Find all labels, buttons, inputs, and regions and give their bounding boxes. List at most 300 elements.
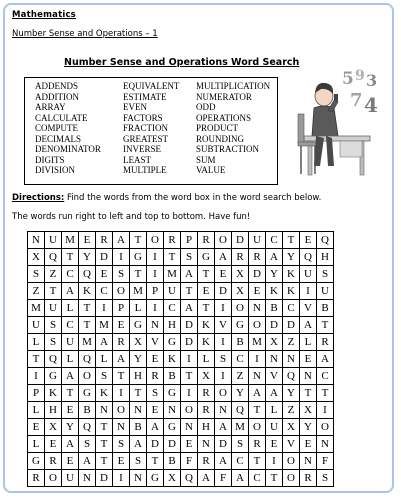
grid-cell[interactable]: T	[164, 249, 181, 266]
grid-cell[interactable]: T	[62, 385, 79, 402]
grid-row	[28, 436, 334, 453]
grid-cell[interactable]: I	[181, 351, 198, 368]
grid-cell[interactable]: X	[266, 334, 283, 351]
grid-cell[interactable]: I	[215, 300, 232, 317]
grid-cell[interactable]: P	[181, 232, 198, 249]
grid-cell[interactable]: E	[62, 402, 79, 419]
grid-cell[interactable]: I	[147, 300, 164, 317]
grid-cell[interactable]: C	[96, 283, 113, 300]
grid-cell[interactable]: T	[300, 385, 317, 402]
grid-cell[interactable]: A	[62, 436, 79, 453]
grid-cell[interactable]: E	[113, 453, 130, 470]
grid-cell[interactable]: R	[249, 249, 266, 266]
grid-cell[interactable]: N	[198, 436, 215, 453]
grid-cell[interactable]: T	[28, 351, 45, 368]
grid-cell[interactable]: U	[300, 266, 317, 283]
grid-cell[interactable]: A	[181, 300, 198, 317]
grid-cell[interactable]: T	[130, 232, 147, 249]
grid-cell[interactable]: R	[28, 470, 45, 487]
grid-row	[28, 283, 334, 300]
grid-cell[interactable]: N	[164, 402, 181, 419]
grid-cell[interactable]: G	[164, 419, 181, 436]
grid-cell[interactable]: G	[130, 317, 147, 334]
word-item: OPERATIONS	[196, 112, 252, 123]
grid-cell[interactable]: T	[198, 266, 215, 283]
grid-cell[interactable]: K	[164, 351, 181, 368]
grid-cell[interactable]: T	[113, 368, 130, 385]
grid-cell[interactable]: Q	[232, 402, 249, 419]
grid-cell[interactable]: T	[79, 300, 96, 317]
grid-cell[interactable]: V	[283, 436, 300, 453]
grid-cell[interactable]: U	[28, 317, 45, 334]
grid-cell[interactable]: A	[130, 436, 147, 453]
grid-cell[interactable]: T	[317, 317, 334, 334]
grid-cell[interactable]: R	[198, 453, 215, 470]
grid-cell[interactable]: E	[249, 283, 266, 300]
grid-cell[interactable]: N	[300, 453, 317, 470]
grid-cell[interactable]: S	[130, 453, 147, 470]
grid-cell[interactable]: I	[317, 402, 334, 419]
grid-cell[interactable]: K	[283, 283, 300, 300]
grid-cell[interactable]: K	[198, 317, 215, 334]
grid-cell[interactable]: D	[147, 436, 164, 453]
grid-cell[interactable]: C	[62, 266, 79, 283]
grid-cell[interactable]: T	[181, 368, 198, 385]
grid-cell[interactable]: O	[249, 419, 266, 436]
grid-cell[interactable]: R	[45, 453, 62, 470]
grid-cell[interactable]: G	[147, 470, 164, 487]
grid-cell[interactable]: E	[198, 283, 215, 300]
grid-cell[interactable]: A	[96, 334, 113, 351]
grid-cell[interactable]: E	[300, 232, 317, 249]
grid-cell[interactable]: B	[164, 453, 181, 470]
grid-cell[interactable]: E	[266, 436, 283, 453]
grid-cell[interactable]: R	[164, 232, 181, 249]
word-search-grid	[27, 231, 334, 487]
grid-cell[interactable]: K	[266, 283, 283, 300]
grid-cell[interactable]: T	[181, 283, 198, 300]
grid-cell[interactable]: N	[181, 419, 198, 436]
grid-cell[interactable]: M	[232, 419, 249, 436]
grid-cell[interactable]: G	[45, 368, 62, 385]
grid-cell[interactable]: Y	[232, 385, 249, 402]
grid-cell[interactable]: A	[147, 419, 164, 436]
grid-cell[interactable]: X	[300, 402, 317, 419]
grid-cell[interactable]: L	[266, 402, 283, 419]
grid-cell[interactable]: D	[96, 249, 113, 266]
grid-cell[interactable]: T	[266, 470, 283, 487]
grid-cell[interactable]: O	[79, 368, 96, 385]
grid-cell[interactable]: V	[266, 368, 283, 385]
grid-cell[interactable]: X	[164, 470, 181, 487]
grid-cell[interactable]: R	[300, 470, 317, 487]
grid-cell[interactable]: L	[28, 334, 45, 351]
grid-cell[interactable]: O	[317, 419, 334, 436]
grid-cell[interactable]: R	[198, 385, 215, 402]
grid-cell[interactable]: C	[62, 317, 79, 334]
grid-cell[interactable]: I	[181, 385, 198, 402]
grid-cell[interactable]: O	[181, 402, 198, 419]
grid-cell[interactable]: X	[232, 283, 249, 300]
grid-cell[interactable]: T	[96, 436, 113, 453]
grid-cell[interactable]: N	[130, 402, 147, 419]
grid-cell[interactable]: P	[28, 385, 45, 402]
grid-cell[interactable]: S	[317, 266, 334, 283]
grid-cell[interactable]: R	[198, 232, 215, 249]
grid-cell[interactable]: I	[215, 368, 232, 385]
grid-cell[interactable]: I	[147, 249, 164, 266]
grid-cell[interactable]: T	[79, 317, 96, 334]
grid-cell[interactable]: B	[130, 419, 147, 436]
grid-cell[interactable]: A	[317, 351, 334, 368]
grid-cell[interactable]: U	[266, 419, 283, 436]
grid-cell[interactable]: A	[113, 351, 130, 368]
grid-cell[interactable]: Y	[62, 419, 79, 436]
grid-cell[interactable]: N	[317, 436, 334, 453]
grid-cell[interactable]: T	[130, 266, 147, 283]
directions-label: Directions:	[12, 193, 65, 203]
grid-cell[interactable]: N	[249, 368, 266, 385]
grid-cell[interactable]: Z	[45, 266, 62, 283]
grid-cell[interactable]: O	[215, 232, 232, 249]
grid-cell[interactable]: S	[317, 470, 334, 487]
grid-cell[interactable]: N	[130, 470, 147, 487]
word-item: GREATEST	[123, 133, 168, 144]
word-box	[24, 77, 278, 185]
grid-cell[interactable]: H	[45, 402, 62, 419]
grid-cell[interactable]: V	[300, 300, 317, 317]
grid-cell[interactable]: A	[266, 249, 283, 266]
grid-cell[interactable]: E	[96, 266, 113, 283]
grid-cell[interactable]: D	[215, 283, 232, 300]
grid-cell[interactable]: B	[317, 300, 334, 317]
grid-row	[28, 453, 334, 470]
grid-cell[interactable]: G	[164, 334, 181, 351]
word-item: CALCULATE	[35, 112, 88, 123]
grid-cell[interactable]: D	[215, 436, 232, 453]
grid-cell[interactable]: R	[317, 334, 334, 351]
grid-cell[interactable]: M	[28, 300, 45, 317]
grid-cell[interactable]: E	[113, 317, 130, 334]
grid-cell[interactable]: N	[215, 402, 232, 419]
grid-cell[interactable]: B	[164, 368, 181, 385]
grid-cell[interactable]: I	[113, 249, 130, 266]
grid-cell[interactable]: B	[266, 300, 283, 317]
grid-cell[interactable]: C	[232, 453, 249, 470]
grid-cell[interactable]: K	[79, 283, 96, 300]
word-item: LEAST	[123, 154, 151, 165]
grid-cell[interactable]: N	[28, 232, 45, 249]
grid-cell[interactable]: Q	[317, 232, 334, 249]
grid-cell[interactable]: E	[300, 351, 317, 368]
grid-cell[interactable]: O	[215, 385, 232, 402]
grid-cell[interactable]: B	[79, 402, 96, 419]
grid-cell[interactable]: L	[62, 351, 79, 368]
grid-cell[interactable]: A	[181, 266, 198, 283]
grid-cell[interactable]: S	[28, 266, 45, 283]
grid-cell[interactable]: U	[62, 334, 79, 351]
grid-cell[interactable]: L	[28, 436, 45, 453]
grid-cell[interactable]: O	[283, 470, 300, 487]
grid-cell[interactable]: O	[45, 470, 62, 487]
grid-cell[interactable]: T	[130, 385, 147, 402]
grid-cell[interactable]: Y	[283, 385, 300, 402]
word-item: ODD	[196, 102, 216, 112]
grid-cell[interactable]: X	[283, 419, 300, 436]
grid-cell[interactable]: N	[300, 368, 317, 385]
grid-cell[interactable]: D	[249, 266, 266, 283]
grid-cell[interactable]: U	[317, 283, 334, 300]
grid-cell[interactable]: S	[113, 266, 130, 283]
grid-cell[interactable]: R	[147, 368, 164, 385]
grid-cell[interactable]: D	[266, 317, 283, 334]
grid-cell[interactable]: X	[198, 368, 215, 385]
grid-cell[interactable]: Q	[300, 249, 317, 266]
grid-cell[interactable]: Q	[283, 368, 300, 385]
grid-row	[28, 402, 334, 419]
grid-cell[interactable]: T	[96, 453, 113, 470]
grid-cell[interactable]: E	[79, 232, 96, 249]
grid-cell[interactable]: S	[96, 368, 113, 385]
grid-cell[interactable]: T	[96, 419, 113, 436]
grid-row	[28, 317, 334, 334]
grid-cell[interactable]: Z	[283, 334, 300, 351]
grid-cell[interactable]: C	[232, 351, 249, 368]
grid-cell[interactable]: C	[249, 470, 266, 487]
word-item: INVERSE	[123, 144, 161, 154]
grid-row	[28, 266, 334, 283]
grid-cell[interactable]: I	[300, 283, 317, 300]
student-at-desk-icon	[294, 66, 378, 180]
grid-cell[interactable]: A	[198, 470, 215, 487]
grid-cell[interactable]: T	[62, 249, 79, 266]
grid-cell[interactable]: N	[147, 317, 164, 334]
grid-cell[interactable]: T	[198, 300, 215, 317]
grid-cell[interactable]: Y	[283, 249, 300, 266]
grid-cell[interactable]: A	[232, 470, 249, 487]
grid-cell[interactable]: E	[300, 436, 317, 453]
grid-cell[interactable]: D	[181, 334, 198, 351]
grid-cell[interactable]: E	[62, 453, 79, 470]
grid-cell[interactable]: L	[130, 300, 147, 317]
grid-cell[interactable]: H	[198, 419, 215, 436]
grid-cell[interactable]: S	[79, 436, 96, 453]
grid-cell[interactable]: O	[232, 300, 249, 317]
grid-cell[interactable]: G	[79, 385, 96, 402]
grid-cell[interactable]: L	[300, 334, 317, 351]
grid-cell[interactable]: I	[147, 266, 164, 283]
grid-cell[interactable]: Q	[79, 419, 96, 436]
grid-cell[interactable]: L	[62, 300, 79, 317]
grid-cell[interactable]: K	[198, 334, 215, 351]
grid-cell[interactable]: H	[130, 368, 147, 385]
grid-cell[interactable]: T	[45, 283, 62, 300]
grid-cell[interactable]: A	[300, 317, 317, 334]
grid-cell[interactable]: N	[96, 402, 113, 419]
word-column-1	[35, 81, 101, 176]
grid-cell[interactable]: Y	[130, 351, 147, 368]
grid-cell[interactable]: A	[215, 419, 232, 436]
grid-cell[interactable]: K	[96, 385, 113, 402]
grid-cell[interactable]: B	[232, 334, 249, 351]
grid-cell[interactable]: E	[215, 266, 232, 283]
grid-row	[28, 470, 334, 487]
grid-cell[interactable]: S	[45, 317, 62, 334]
grid-cell[interactable]: I	[113, 470, 130, 487]
grid-cell[interactable]: A	[215, 249, 232, 266]
grid-cell[interactable]: O	[147, 232, 164, 249]
grid-cell[interactable]: G	[28, 453, 45, 470]
grid-cell[interactable]: S	[147, 385, 164, 402]
grid-cell[interactable]: G	[130, 249, 147, 266]
grid-cell[interactable]: A	[266, 385, 283, 402]
grid-cell[interactable]: C	[317, 368, 334, 385]
word-item: ROUNDING	[196, 133, 244, 144]
grid-cell[interactable]: D	[96, 470, 113, 487]
grid-cell[interactable]: M	[249, 334, 266, 351]
grid-cell[interactable]: E	[181, 436, 198, 453]
grid-cell[interactable]: Z	[283, 402, 300, 419]
grid-cell[interactable]: A	[215, 453, 232, 470]
directions-text-1: Find the words from the word box in the word search below.	[64, 193, 322, 203]
grid-cell[interactable]: L	[96, 351, 113, 368]
grid-cell[interactable]: I	[249, 351, 266, 368]
grid-cell[interactable]: Q	[181, 470, 198, 487]
grid-cell[interactable]: T	[283, 232, 300, 249]
grid-cell[interactable]: N	[113, 419, 130, 436]
grid-cell[interactable]: S	[45, 334, 62, 351]
grid-cell[interactable]: X	[232, 266, 249, 283]
grid-cell[interactable]: U	[164, 283, 181, 300]
grid-cell[interactable]: I	[215, 334, 232, 351]
grid-row	[28, 334, 334, 351]
grid-cell[interactable]: D	[164, 436, 181, 453]
subject-heading: Mathematics	[12, 10, 76, 20]
grid-cell[interactable]: F	[181, 453, 198, 470]
grid-cell[interactable]: K	[45, 385, 62, 402]
word-column-3	[196, 81, 270, 176]
grid-cell[interactable]: M	[130, 283, 147, 300]
grid-cell[interactable]: Z	[28, 283, 45, 300]
grid-cell[interactable]: A	[62, 283, 79, 300]
grid-cell[interactable]: P	[147, 283, 164, 300]
grid-cell[interactable]: N	[266, 351, 283, 368]
grid-cell[interactable]: T	[317, 385, 334, 402]
grid-cell[interactable]: X	[45, 419, 62, 436]
grid-cell[interactable]: O	[113, 283, 130, 300]
grid-cell[interactable]: E	[28, 419, 45, 436]
grid-cell[interactable]: V	[147, 334, 164, 351]
grid-cell[interactable]: H	[317, 249, 334, 266]
grid-cell[interactable]: C	[283, 300, 300, 317]
grid-cell[interactable]: F	[215, 470, 232, 487]
grid-cell[interactable]: E	[147, 402, 164, 419]
grid-cell[interactable]: R	[198, 402, 215, 419]
grid-cell[interactable]: U	[45, 232, 62, 249]
directions-line-2: The words run right to left and top to bottom. Have fun!	[12, 212, 251, 222]
grid-cell[interactable]: G	[198, 249, 215, 266]
grid-cell[interactable]: Q	[45, 351, 62, 368]
grid-cell[interactable]: D	[181, 317, 198, 334]
grid-cell[interactable]: K	[283, 266, 300, 283]
grid-cell[interactable]: Q	[79, 266, 96, 283]
grid-cell[interactable]: C	[266, 232, 283, 249]
grid-cell[interactable]: A	[79, 453, 96, 470]
grid-cell[interactable]: D	[283, 317, 300, 334]
grid-cell[interactable]: S	[232, 436, 249, 453]
grid-cell[interactable]: Q	[79, 351, 96, 368]
grid-cell[interactable]: R	[96, 232, 113, 249]
grid-cell[interactable]: V	[215, 317, 232, 334]
grid-cell[interactable]: I	[113, 385, 130, 402]
grid-cell[interactable]: R	[232, 249, 249, 266]
grid-cell[interactable]: G	[232, 317, 249, 334]
grid-cell[interactable]: D	[232, 232, 249, 249]
grid-cell[interactable]: M	[96, 317, 113, 334]
grid-cell[interactable]: E	[147, 351, 164, 368]
grid-cell[interactable]: F	[317, 453, 334, 470]
grid-cell[interactable]: A	[62, 368, 79, 385]
grid-cell[interactable]: Y	[79, 249, 96, 266]
grid-cell[interactable]: Q	[45, 249, 62, 266]
grid-cell[interactable]: U	[249, 232, 266, 249]
grid-cell[interactable]: N	[79, 470, 96, 487]
grid-cell[interactable]: Y	[300, 419, 317, 436]
word-item: SUBTRACTION	[196, 144, 260, 154]
grid-cell[interactable]: S	[181, 249, 198, 266]
grid-cell[interactable]: P	[113, 300, 130, 317]
grid-cell[interactable]: Z	[232, 368, 249, 385]
grid-cell[interactable]: R	[113, 334, 130, 351]
grid-cell[interactable]: O	[249, 317, 266, 334]
grid-cell[interactable]: S	[215, 351, 232, 368]
grid-cell[interactable]: Y	[266, 266, 283, 283]
word-item: ADDITION	[35, 91, 79, 102]
word-item: SUM	[196, 154, 216, 165]
word-column-2	[123, 81, 179, 176]
grid-cell[interactable]: M	[62, 232, 79, 249]
grid-cell[interactable]: I	[266, 453, 283, 470]
grid-cell[interactable]: N	[249, 300, 266, 317]
grid-cell[interactable]: L	[28, 402, 45, 419]
grid-cell[interactable]: A	[113, 232, 130, 249]
grid-cell[interactable]: X	[28, 249, 45, 266]
grid-cell[interactable]: R	[249, 436, 266, 453]
grid-cell[interactable]: M	[79, 334, 96, 351]
grid-cell[interactable]: U	[45, 300, 62, 317]
grid-cell[interactable]: T	[147, 453, 164, 470]
grid-cell[interactable]: H	[164, 317, 181, 334]
grid-cell[interactable]: N	[283, 351, 300, 368]
grid-cell[interactable]: T	[249, 453, 266, 470]
grid-cell[interactable]: O	[283, 453, 300, 470]
grid-cell[interactable]: L	[198, 351, 215, 368]
grid-cell[interactable]: G	[164, 385, 181, 402]
grid-cell[interactable]: I	[28, 368, 45, 385]
grid-cell[interactable]: O	[113, 402, 130, 419]
grid-cell[interactable]: C	[164, 300, 181, 317]
grid-cell[interactable]: A	[249, 385, 266, 402]
grid-cell[interactable]: T	[249, 402, 266, 419]
grid-cell[interactable]: U	[62, 470, 79, 487]
grid-cell[interactable]: M	[164, 266, 181, 283]
grid-cell[interactable]: E	[45, 436, 62, 453]
grid-cell[interactable]: X	[130, 334, 147, 351]
word-item: ARRAY	[35, 102, 66, 112]
grid-cell[interactable]: I	[96, 300, 113, 317]
grid-cell[interactable]: S	[113, 436, 130, 453]
directions-line-1	[12, 193, 321, 203]
